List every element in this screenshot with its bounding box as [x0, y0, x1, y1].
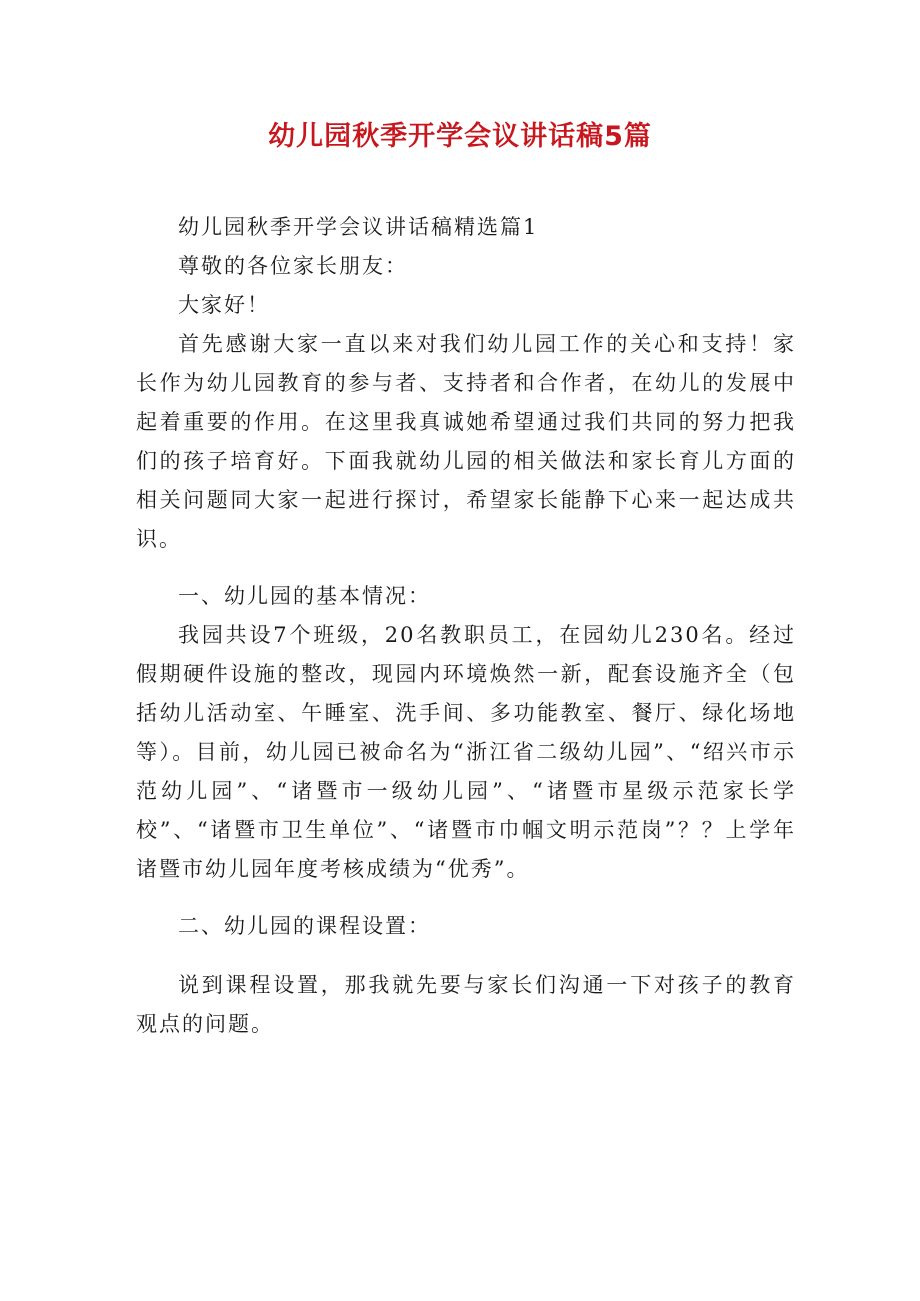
- paragraph-basic-info: 我园共设7个班级，20名教职员工，在园幼儿230名。经过假期硬件设施的整改，现园内环境焕然一新，配套设施齐全（包括幼儿活动室、午睡室、洗手间、多功能教室、餐厅、绿化场地等）。目前，幼儿园已被命名为“浙江省二级幼儿园”、“绍兴市示范幼儿园”、“诸暨市一级幼儿园”、“诸暨市星级示范家长学校”、“诸暨市卫生单位”、“诸暨市巾帼文明示范岗”？？上学年诸暨市幼儿园年度考核成绩为“优秀”。: [136, 623, 796, 881]
- paragraph-intro: 首先感谢大家一直以来对我们幼儿园工作的关心和支持！家长作为幼儿园教育的参与者、支持者和合作者，在幼儿的发展中起着重要的作用。在这里我真诚她希望通过我们共同的努力把我们的孩子培育好。下面我就幼儿园的相关做法和家长育儿方面的相关问题同大家一起进行探讨，希望家长能静下心来一起达成共识。: [136, 332, 796, 551]
- document-body: [136, 208, 796, 1044]
- salutation: 尊敬的各位家长朋友：: [178, 254, 408, 278]
- greeting: 大家好！: [178, 293, 270, 317]
- paragraph-curriculum: 说到课程设置，那我就先要与家长们沟通一下对孩子的教育观点的问题。: [136, 973, 796, 1036]
- section-heading-basic-info: 一、幼儿园的基本情况：: [178, 584, 431, 608]
- section-heading: 幼儿园秋季开学会议讲话稿精选篇1: [178, 215, 539, 239]
- document-title: 幼儿园秋季开学会议讲话稿5篇: [268, 121, 652, 152]
- section-heading-curriculum: 二、幼儿园的课程设置：: [178, 914, 431, 938]
